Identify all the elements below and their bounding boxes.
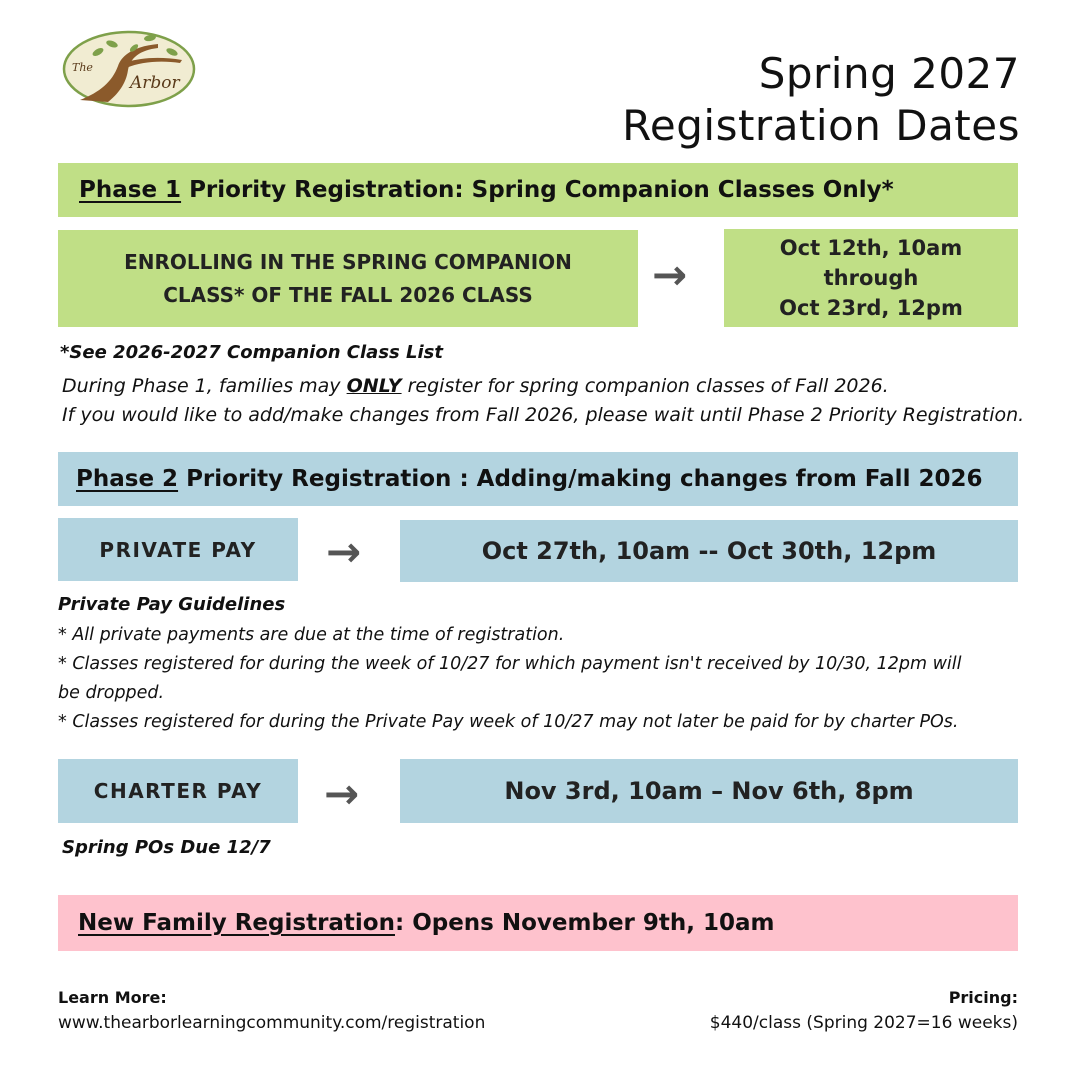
- spring-pos-due: Spring POs Due 12/7: [62, 837, 271, 858]
- pricing-label: Pricing:: [948, 988, 1018, 1007]
- phase1-dates-line3: Oct 23rd, 12pm: [779, 296, 963, 320]
- private-pay-guidelines-title: Private Pay Guidelines: [58, 594, 286, 615]
- phase1-header-text: Priority Registration: Spring Companion Classes Only*: [181, 177, 894, 203]
- phase1-description-line1: During Phase 1, families may ONLY register for spring companion classes of Fall 2026.: [62, 375, 889, 397]
- phase1-enroll-line1: ENROLLING IN THE SPRING COMPANION: [124, 249, 572, 274]
- phase1-enroll-box: [58, 230, 638, 327]
- private-pay-dates: Oct 27th, 10am -- Oct 30th, 12pm: [400, 520, 1018, 582]
- guideline-item: * Classes registered for during the week of 10/27 for which payment isn't received by 10/30, 12pm will: [58, 654, 962, 674]
- phase1-dates-line2: through: [823, 266, 919, 290]
- guideline-item-continued: be dropped.: [58, 683, 165, 703]
- phase1-dates-line1: Oct 12th, 10am: [779, 236, 963, 260]
- companion-list-note: *See 2026-2027 Companion Class List: [60, 342, 443, 363]
- phase2-header-label: Phase 2: [76, 466, 179, 492]
- arrow-right-icon: →: [326, 527, 362, 576]
- new-family-label: New Family Registration: [78, 910, 395, 936]
- charter-pay-dates: Nov 3rd, 10am – Nov 6th, 8pm: [400, 759, 1018, 823]
- learn-more-label: Learn More:: [58, 988, 167, 1007]
- phase1-description-line2: If you would like to add/make changes from Fall 2026, please wait until Phase 2 Priority Registration.: [62, 404, 1025, 426]
- phase1-dates-box: [724, 229, 1018, 327]
- private-pay-guidelines: [58, 621, 1058, 737]
- guideline-item: * Classes registered for during the Private Pay week of 10/27 may not later be paid for by charter POs.: [58, 712, 959, 732]
- arbor-logo: [62, 30, 196, 108]
- logo-text-arbor: Arbor: [130, 73, 180, 93]
- title-line-1: Spring 2027: [758, 49, 1020, 98]
- pricing-value: $440/class (Spring 2027=16 weeks): [709, 1013, 1018, 1033]
- logo-text-the: The: [72, 61, 93, 74]
- new-family-registration: [58, 895, 1018, 951]
- guideline-item: * All private payments are due at the time of registration.: [58, 625, 565, 645]
- title-line-2: Registration Dates: [622, 101, 1020, 150]
- charter-pay-label: CHARTER PAY: [58, 759, 298, 823]
- phase1-header: [58, 163, 1018, 217]
- phase2-header-text: Priority Registration : Adding/making changes from Fall 2026: [178, 466, 983, 492]
- phase2-header: [58, 452, 1018, 506]
- tree-icon: [62, 30, 196, 108]
- phase1-header-label: Phase 1: [79, 177, 182, 203]
- arrow-right-icon: →: [324, 769, 360, 818]
- private-pay-label: PRIVATE PAY: [58, 518, 298, 581]
- new-family-text: : Opens November 9th, 10am: [394, 910, 775, 936]
- arrow-right-icon: →: [652, 250, 688, 299]
- page-title: [560, 48, 1020, 152]
- phase1-description: [62, 372, 1042, 430]
- registration-link[interactable]: www.thearborlearningcommunity.com/registration: [58, 1013, 486, 1033]
- phase1-enroll-line2: CLASS* OF THE FALL 2026 CLASS: [163, 282, 533, 307]
- only-emphasis: ONLY: [346, 375, 402, 397]
